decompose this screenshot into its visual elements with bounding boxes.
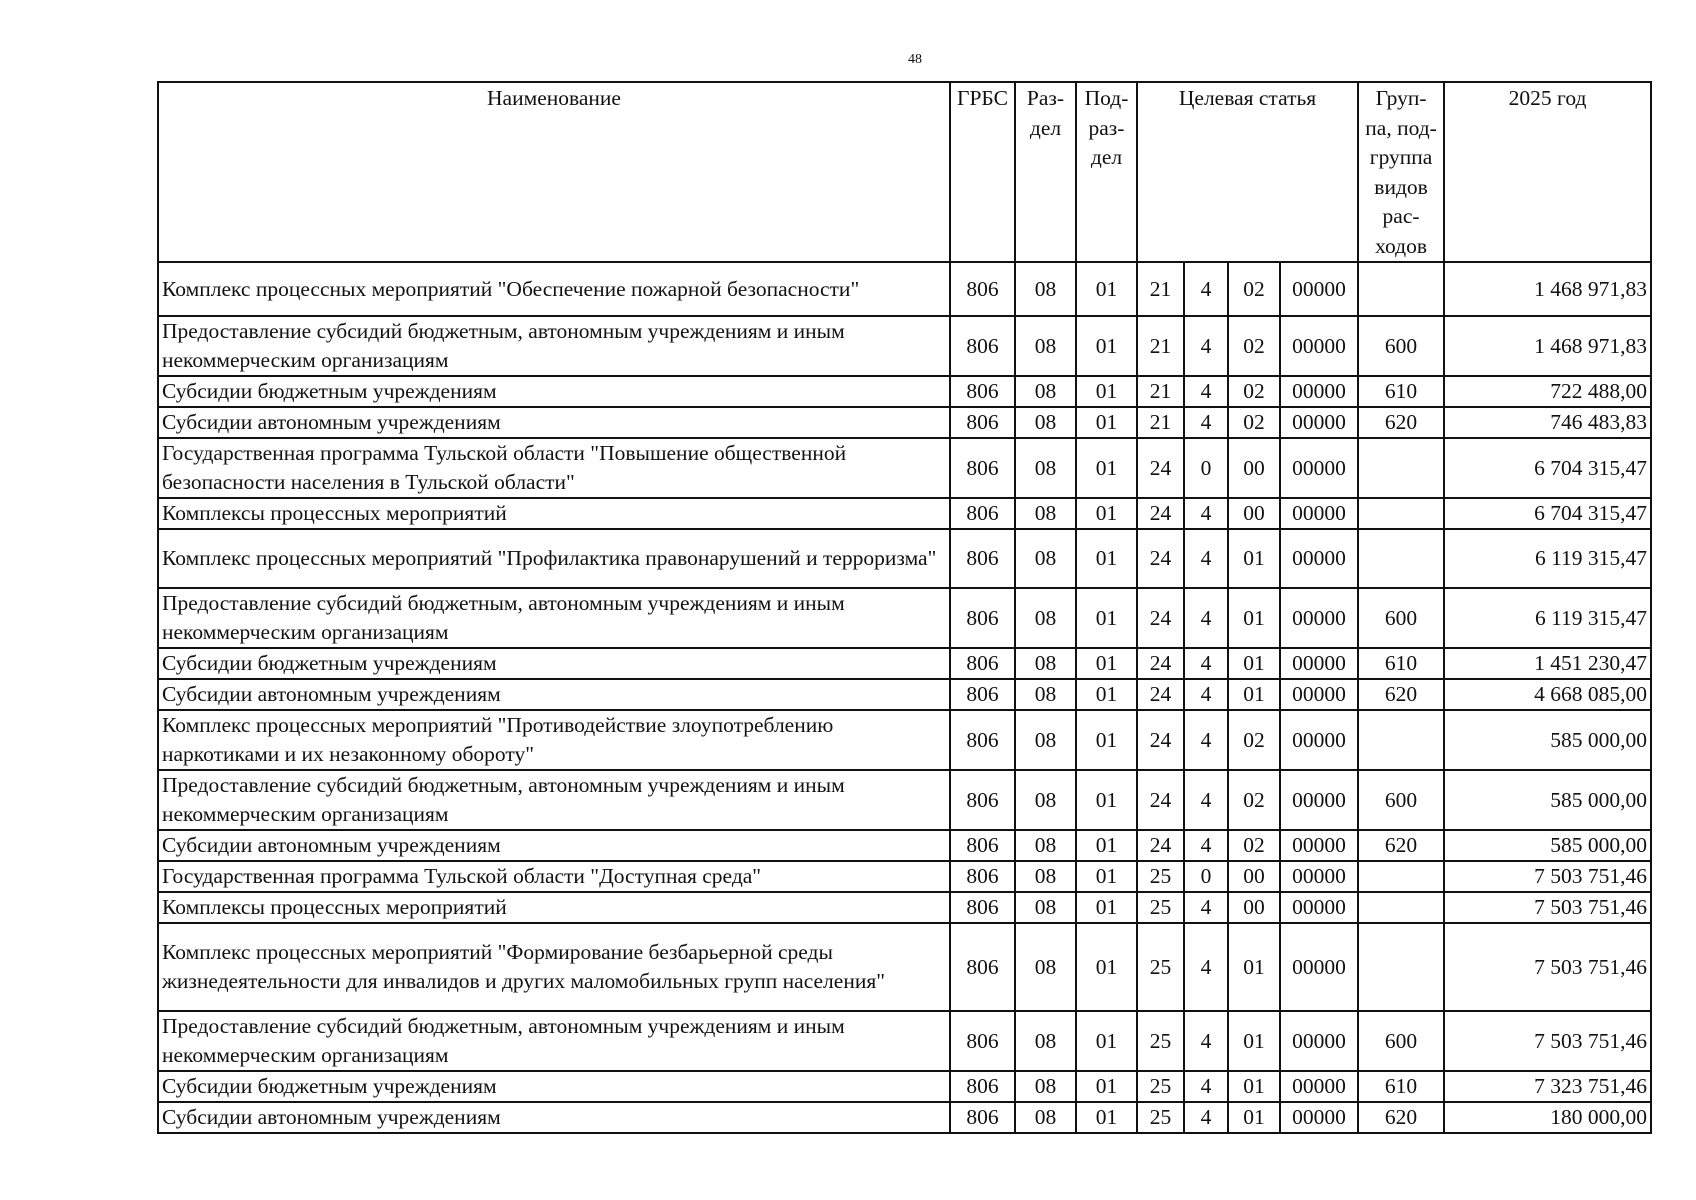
cell-grbs: 806 — [950, 830, 1015, 861]
cell-target-type: 4 — [1184, 498, 1228, 529]
cell-amount-2025: 585 000,00 — [1444, 830, 1651, 861]
cell-expense-group — [1358, 262, 1444, 316]
cell-grbs: 806 — [950, 923, 1015, 1011]
cell-target-subprogram: 02 — [1228, 830, 1280, 861]
cell-podrazdel: 01 — [1076, 648, 1137, 679]
cell-amount-2025: 7 323 751,46 — [1444, 1071, 1651, 1102]
table-row — [158, 262, 1651, 316]
cell-target-program: 24 — [1137, 679, 1184, 710]
cell-target-direction: 00000 — [1280, 1071, 1358, 1102]
cell-amount-2025: 585 000,00 — [1444, 710, 1651, 770]
cell-name: Комплексы процессных мероприятий — [158, 498, 950, 529]
table-row — [158, 710, 1651, 770]
cell-grbs: 806 — [950, 588, 1015, 648]
cell-expense-group: 600 — [1358, 316, 1444, 376]
table-row — [158, 679, 1651, 710]
cell-name: Комплекс процессных мероприятий "Формирование безбарьерной среды жизнедеятельности для инвалидов и других маломобильных групп населения" — [158, 923, 950, 1011]
cell-razdel: 08 — [1015, 316, 1076, 376]
table-row — [158, 830, 1651, 861]
cell-target-type: 4 — [1184, 648, 1228, 679]
cell-grbs: 806 — [950, 1071, 1015, 1102]
cell-grbs: 806 — [950, 529, 1015, 588]
cell-target-type: 4 — [1184, 588, 1228, 648]
cell-target-direction: 00000 — [1280, 923, 1358, 1011]
cell-target-direction: 00000 — [1280, 770, 1358, 830]
table-row — [158, 770, 1651, 830]
cell-razdel: 08 — [1015, 710, 1076, 770]
table-row — [158, 316, 1651, 376]
cell-target-type: 4 — [1184, 770, 1228, 830]
cell-target-program: 24 — [1137, 498, 1184, 529]
cell-expense-group — [1358, 892, 1444, 923]
cell-target-subprogram: 01 — [1228, 1011, 1280, 1071]
cell-target-subprogram: 01 — [1228, 679, 1280, 710]
budget-table — [157, 81, 1652, 1134]
cell-target-direction: 00000 — [1280, 262, 1358, 316]
cell-name: Комплексы процессных мероприятий — [158, 892, 950, 923]
cell-expense-group — [1358, 529, 1444, 588]
cell-target-direction: 00000 — [1280, 498, 1358, 529]
cell-amount-2025: 7 503 751,46 — [1444, 923, 1651, 1011]
header-podrazdel: Под- раз- дел — [1076, 82, 1137, 262]
header-target-article: Целевая статья — [1137, 82, 1358, 262]
cell-grbs: 806 — [950, 376, 1015, 407]
cell-target-type: 4 — [1184, 1071, 1228, 1102]
table-row — [158, 648, 1651, 679]
cell-expense-group: 600 — [1358, 588, 1444, 648]
table-body — [158, 262, 1651, 1133]
cell-grbs: 806 — [950, 648, 1015, 679]
cell-target-direction: 00000 — [1280, 892, 1358, 923]
cell-target-type: 4 — [1184, 407, 1228, 438]
cell-grbs: 806 — [950, 861, 1015, 892]
cell-grbs: 806 — [950, 407, 1015, 438]
table-row — [158, 1102, 1651, 1133]
cell-amount-2025: 6 119 315,47 — [1444, 588, 1651, 648]
cell-podrazdel: 01 — [1076, 1011, 1137, 1071]
cell-razdel: 08 — [1015, 648, 1076, 679]
cell-grbs: 806 — [950, 1102, 1015, 1133]
cell-amount-2025: 7 503 751,46 — [1444, 892, 1651, 923]
cell-target-subprogram: 01 — [1228, 648, 1280, 679]
cell-target-direction: 00000 — [1280, 529, 1358, 588]
cell-razdel: 08 — [1015, 407, 1076, 438]
cell-amount-2025: 7 503 751,46 — [1444, 1011, 1651, 1071]
cell-target-direction: 00000 — [1280, 1102, 1358, 1133]
cell-name: Субсидии бюджетным учреждениям — [158, 376, 950, 407]
cell-grbs: 806 — [950, 892, 1015, 923]
cell-razdel: 08 — [1015, 1071, 1076, 1102]
cell-target-program: 24 — [1137, 710, 1184, 770]
cell-target-subprogram: 00 — [1228, 498, 1280, 529]
table-row — [158, 923, 1651, 1011]
cell-razdel: 08 — [1015, 529, 1076, 588]
cell-target-direction: 00000 — [1280, 407, 1358, 438]
cell-target-program: 24 — [1137, 770, 1184, 830]
cell-expense-group: 620 — [1358, 830, 1444, 861]
cell-target-program: 21 — [1137, 316, 1184, 376]
table-row — [158, 1071, 1651, 1102]
cell-expense-group: 610 — [1358, 376, 1444, 407]
cell-amount-2025: 7 503 751,46 — [1444, 861, 1651, 892]
table-row — [158, 892, 1651, 923]
header-name: Наименование — [158, 82, 950, 262]
cell-razdel: 08 — [1015, 923, 1076, 1011]
cell-target-program: 24 — [1137, 648, 1184, 679]
cell-target-subprogram: 02 — [1228, 710, 1280, 770]
header-year-2025: 2025 год — [1444, 82, 1651, 262]
cell-podrazdel: 01 — [1076, 1071, 1137, 1102]
table-row — [158, 407, 1651, 438]
cell-name: Предоставление субсидий бюджетным, автономным учреждениям и иным некоммерческим организациям — [158, 316, 950, 376]
cell-razdel: 08 — [1015, 1011, 1076, 1071]
cell-target-program: 24 — [1137, 830, 1184, 861]
cell-grbs: 806 — [950, 316, 1015, 376]
cell-target-subprogram: 02 — [1228, 262, 1280, 316]
cell-target-type: 4 — [1184, 923, 1228, 1011]
cell-target-subprogram: 01 — [1228, 529, 1280, 588]
header-razdel: Раз- дел — [1015, 82, 1076, 262]
cell-name: Предоставление субсидий бюджетным, автономным учреждениям и иным некоммерческим организациям — [158, 1011, 950, 1071]
cell-target-direction: 00000 — [1280, 830, 1358, 861]
cell-target-direction: 00000 — [1280, 376, 1358, 407]
table-row — [158, 529, 1651, 588]
cell-target-type: 4 — [1184, 262, 1228, 316]
cell-podrazdel: 01 — [1076, 262, 1137, 316]
cell-razdel: 08 — [1015, 892, 1076, 923]
cell-target-direction: 00000 — [1280, 861, 1358, 892]
cell-target-type: 4 — [1184, 1011, 1228, 1071]
cell-name: Субсидии бюджетным учреждениям — [158, 1071, 950, 1102]
cell-amount-2025: 1 451 230,47 — [1444, 648, 1651, 679]
cell-podrazdel: 01 — [1076, 438, 1137, 498]
cell-target-type: 4 — [1184, 679, 1228, 710]
cell-grbs: 806 — [950, 770, 1015, 830]
cell-expense-group — [1358, 498, 1444, 529]
table-row — [158, 1011, 1651, 1071]
cell-target-program: 21 — [1137, 376, 1184, 407]
cell-amount-2025: 1 468 971,83 — [1444, 262, 1651, 316]
cell-expense-group: 620 — [1358, 407, 1444, 438]
cell-target-subprogram: 01 — [1228, 1071, 1280, 1102]
cell-name: Предоставление субсидий бюджетным, автономным учреждениям и иным некоммерческим организациям — [158, 588, 950, 648]
cell-target-subprogram: 00 — [1228, 438, 1280, 498]
cell-podrazdel: 01 — [1076, 407, 1137, 438]
cell-target-type: 4 — [1184, 529, 1228, 588]
cell-target-type: 4 — [1184, 316, 1228, 376]
cell-target-direction: 00000 — [1280, 588, 1358, 648]
cell-target-direction: 00000 — [1280, 679, 1358, 710]
cell-razdel: 08 — [1015, 830, 1076, 861]
cell-podrazdel: 01 — [1076, 892, 1137, 923]
cell-expense-group — [1358, 861, 1444, 892]
cell-amount-2025: 6 119 315,47 — [1444, 529, 1651, 588]
cell-target-program: 25 — [1137, 1071, 1184, 1102]
cell-name: Государственная программа Тульской области "Повышение общественной безопасности населения в Тульской области" — [158, 438, 950, 498]
cell-razdel: 08 — [1015, 498, 1076, 529]
cell-name: Субсидии автономным учреждениям — [158, 830, 950, 861]
cell-grbs: 806 — [950, 1011, 1015, 1071]
cell-grbs: 806 — [950, 438, 1015, 498]
cell-amount-2025: 6 704 315,47 — [1444, 438, 1651, 498]
cell-expense-group — [1358, 438, 1444, 498]
cell-target-subprogram: 02 — [1228, 316, 1280, 376]
cell-target-type: 4 — [1184, 892, 1228, 923]
table-row — [158, 376, 1651, 407]
header-expense-group: Груп- па, под- группа видов рас- ходов — [1358, 82, 1444, 262]
cell-target-direction: 00000 — [1280, 438, 1358, 498]
cell-name: Комплекс процессных мероприятий "Профилактика правонарушений и терроризма" — [158, 529, 950, 588]
cell-amount-2025: 1 468 971,83 — [1444, 316, 1651, 376]
cell-expense-group: 600 — [1358, 1011, 1444, 1071]
cell-podrazdel: 01 — [1076, 861, 1137, 892]
cell-podrazdel: 01 — [1076, 679, 1137, 710]
cell-podrazdel: 01 — [1076, 770, 1137, 830]
cell-amount-2025: 746 483,83 — [1444, 407, 1651, 438]
cell-target-type: 0 — [1184, 438, 1228, 498]
cell-expense-group: 610 — [1358, 648, 1444, 679]
cell-expense-group: 600 — [1358, 770, 1444, 830]
cell-grbs: 806 — [950, 679, 1015, 710]
cell-podrazdel: 01 — [1076, 316, 1137, 376]
cell-target-type: 4 — [1184, 376, 1228, 407]
header-row — [158, 82, 1651, 262]
cell-amount-2025: 4 668 085,00 — [1444, 679, 1651, 710]
page-number: 48 — [908, 52, 922, 67]
cell-target-program: 25 — [1137, 1011, 1184, 1071]
cell-razdel: 08 — [1015, 1102, 1076, 1133]
cell-amount-2025: 585 000,00 — [1444, 770, 1651, 830]
cell-name: Субсидии бюджетным учреждениям — [158, 648, 950, 679]
cell-target-subprogram: 01 — [1228, 1102, 1280, 1133]
cell-expense-group — [1358, 710, 1444, 770]
cell-target-subprogram: 00 — [1228, 861, 1280, 892]
cell-target-program: 25 — [1137, 1102, 1184, 1133]
cell-razdel: 08 — [1015, 262, 1076, 316]
cell-podrazdel: 01 — [1076, 1102, 1137, 1133]
cell-name: Комплекс процессных мероприятий "Противодействие злоупотреблению наркотиками и их незаконному обороту" — [158, 710, 950, 770]
cell-podrazdel: 01 — [1076, 830, 1137, 861]
cell-target-direction: 00000 — [1280, 710, 1358, 770]
cell-amount-2025: 180 000,00 — [1444, 1102, 1651, 1133]
cell-target-program: 21 — [1137, 407, 1184, 438]
cell-target-program: 21 — [1137, 262, 1184, 316]
cell-name: Предоставление субсидий бюджетным, автономным учреждениям и иным некоммерческим организациям — [158, 770, 950, 830]
cell-razdel: 08 — [1015, 679, 1076, 710]
cell-target-subprogram: 01 — [1228, 923, 1280, 1011]
cell-amount-2025: 6 704 315,47 — [1444, 498, 1651, 529]
cell-name: Комплекс процессных мероприятий "Обеспечение пожарной безопасности" — [158, 262, 950, 316]
cell-podrazdel: 01 — [1076, 529, 1137, 588]
cell-razdel: 08 — [1015, 588, 1076, 648]
cell-name: Субсидии автономным учреждениям — [158, 679, 950, 710]
cell-target-subprogram: 02 — [1228, 407, 1280, 438]
cell-target-program: 25 — [1137, 861, 1184, 892]
cell-target-subprogram: 02 — [1228, 770, 1280, 830]
cell-expense-group: 620 — [1358, 1102, 1444, 1133]
table-row — [158, 861, 1651, 892]
cell-expense-group: 620 — [1358, 679, 1444, 710]
cell-expense-group — [1358, 923, 1444, 1011]
cell-razdel: 08 — [1015, 376, 1076, 407]
cell-grbs: 806 — [950, 498, 1015, 529]
table-row — [158, 498, 1651, 529]
cell-expense-group: 610 — [1358, 1071, 1444, 1102]
cell-target-type: 4 — [1184, 830, 1228, 861]
cell-podrazdel: 01 — [1076, 588, 1137, 648]
cell-target-type: 4 — [1184, 1102, 1228, 1133]
cell-target-direction: 00000 — [1280, 1011, 1358, 1071]
cell-amount-2025: 722 488,00 — [1444, 376, 1651, 407]
cell-target-type: 4 — [1184, 710, 1228, 770]
cell-grbs: 806 — [950, 262, 1015, 316]
cell-podrazdel: 01 — [1076, 376, 1137, 407]
cell-razdel: 08 — [1015, 861, 1076, 892]
cell-target-subprogram: 00 — [1228, 892, 1280, 923]
cell-podrazdel: 01 — [1076, 498, 1137, 529]
cell-target-program: 24 — [1137, 438, 1184, 498]
table-row — [158, 438, 1651, 498]
cell-name: Субсидии автономным учреждениям — [158, 1102, 950, 1133]
cell-grbs: 806 — [950, 710, 1015, 770]
cell-target-program: 25 — [1137, 892, 1184, 923]
cell-target-program: 24 — [1137, 529, 1184, 588]
cell-target-program: 24 — [1137, 588, 1184, 648]
cell-target-direction: 00000 — [1280, 316, 1358, 376]
cell-target-type: 0 — [1184, 861, 1228, 892]
table-row — [158, 588, 1651, 648]
cell-podrazdel: 01 — [1076, 923, 1137, 1011]
header-grbs: ГРБС — [950, 82, 1015, 262]
cell-name: Субсидии автономным учреждениям — [158, 407, 950, 438]
cell-target-subprogram: 01 — [1228, 588, 1280, 648]
cell-target-program: 25 — [1137, 923, 1184, 1011]
cell-name: Государственная программа Тульской области "Доступная среда" — [158, 861, 950, 892]
cell-target-subprogram: 02 — [1228, 376, 1280, 407]
cell-target-direction: 00000 — [1280, 648, 1358, 679]
cell-razdel: 08 — [1015, 770, 1076, 830]
cell-razdel: 08 — [1015, 438, 1076, 498]
cell-podrazdel: 01 — [1076, 710, 1137, 770]
